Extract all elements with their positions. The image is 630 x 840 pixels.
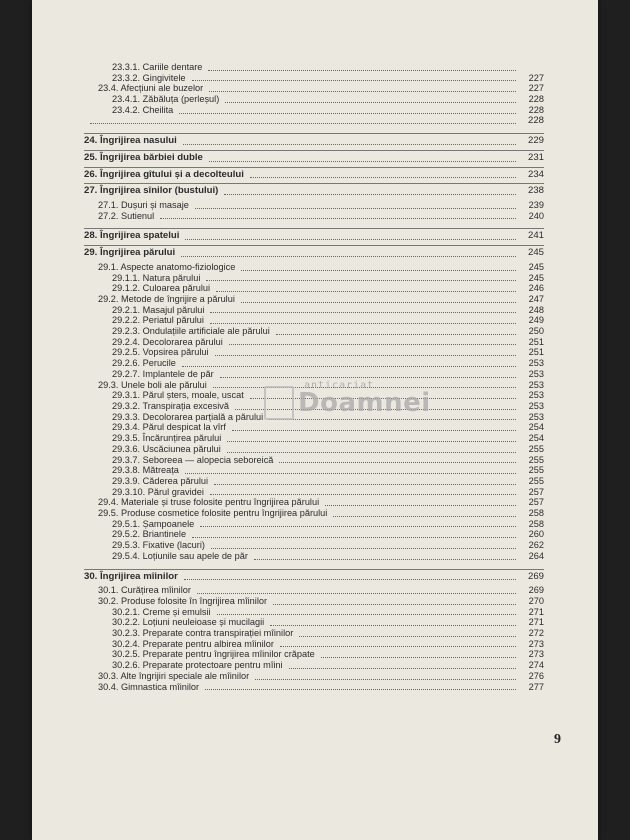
toc-entry-page: 262	[528, 540, 544, 551]
toc-entry-page: 269	[527, 570, 544, 582]
toc-entry-page: 274	[528, 660, 544, 671]
toc-entry-page: 254	[528, 433, 544, 444]
toc-entry-title: 29.5.3. Fixative (lacuri)	[112, 540, 205, 551]
toc-entry-page: 258	[528, 518, 544, 529]
toc-entry-title: 29.3.8. Mătreața	[112, 465, 179, 476]
dot-leader	[182, 366, 516, 367]
dot-leader	[220, 377, 516, 378]
dot-leader	[200, 526, 516, 527]
toc-entry	[84, 83, 544, 94]
toc-entry-page: 258	[528, 508, 544, 519]
toc-entry	[84, 305, 544, 316]
toc-entry	[84, 200, 544, 211]
toc-entry-title: 30.2. Produse folosite în îngrijirea mîinilor	[98, 595, 268, 606]
toc-entry	[84, 369, 544, 380]
toc-entry-title: 30.2.2. Loțiuni neuleioase și mucilagii	[112, 617, 265, 628]
toc-entry-title: 29.3.3. Decolorarea parțială a părului	[112, 411, 264, 422]
dot-leader	[232, 430, 516, 431]
toc-entry-page: 277	[528, 681, 544, 692]
toc-entry-title: 30.2.1. Creme și emulsii	[112, 606, 211, 617]
toc-entry-page: 251	[528, 336, 544, 347]
dot-leader	[241, 302, 516, 303]
dot-leader	[184, 579, 516, 580]
toc-entry	[84, 412, 544, 423]
toc-entry-title: 30.4. Gimnastica mîinilor	[98, 681, 200, 692]
toc-entry-page: 276	[528, 670, 544, 681]
dot-leader	[210, 312, 516, 313]
toc-entry-title: 23.4.2. Cheilita	[112, 104, 174, 115]
toc-entry-page: 228	[528, 94, 544, 105]
dot-leader	[235, 409, 516, 410]
toc-entry-page: 245	[528, 261, 544, 272]
toc-entry-page: 253	[528, 390, 544, 401]
toc-entry-title: 29.2. Metode de îngrijire a părului	[98, 293, 235, 304]
dot-leader	[195, 208, 516, 209]
toc-entry	[84, 358, 544, 369]
dot-leader	[208, 70, 516, 71]
toc-entry-title: 29.2.1. Masajul părului	[112, 304, 205, 315]
toc-entry	[84, 294, 544, 305]
toc-entry-title: 25. Îngrijirea bărbiei duble	[84, 151, 203, 163]
toc-entry	[84, 497, 544, 508]
toc-entry-title: 30.2.6. Preparate protectoare pentru mîini	[112, 660, 283, 671]
toc-entry-title: 27.1. Dușuri și masaje	[98, 200, 189, 211]
toc-entry-title: 29.4. Materiale și truse folosite pentru îngrijirea părului	[98, 497, 320, 508]
toc-entry-page: 245	[527, 247, 544, 259]
toc-entry	[84, 116, 544, 127]
dot-leader	[183, 144, 516, 145]
toc-entry-page: 257	[528, 497, 544, 508]
toc-entry-title: 30.2.5. Preparate pentru îngrijirea mîinilor crăpate	[112, 649, 315, 660]
dot-leader	[216, 291, 516, 292]
toc-entry	[84, 73, 544, 84]
toc-entry	[84, 105, 544, 116]
toc-entry-page: 255	[528, 465, 544, 476]
dot-leader	[185, 473, 516, 474]
dot-leader	[273, 604, 516, 605]
toc-entry-title: 29.2.5. Vopsirea părului	[112, 347, 209, 358]
toc-entry	[84, 585, 544, 596]
toc-entry-title: 29.3.6. Uscăciunea părului	[112, 443, 221, 454]
toc-entry	[84, 649, 544, 660]
dot-leader	[179, 113, 516, 114]
toc-entry-title: 23.4.1. Zăbăluța (perleșul)	[112, 94, 220, 105]
dot-leader	[289, 668, 516, 669]
toc-entry-page: 227	[528, 72, 544, 83]
toc-chapter-entry	[84, 133, 544, 147]
dot-leader	[185, 239, 516, 240]
toc-entry	[84, 390, 544, 401]
dot-leader	[210, 494, 516, 495]
dot-leader	[269, 419, 516, 420]
toc-entry-title: 29.5.4. Loțiunile sau apele de păr	[112, 550, 248, 561]
toc-entry-page: 246	[528, 283, 544, 294]
toc-entry-title: 29.3.4. Părul despicat la vîrf	[112, 422, 226, 433]
toc-entry-page: 253	[528, 400, 544, 411]
toc-entry	[84, 617, 544, 628]
toc-entry	[84, 326, 544, 337]
toc-entry	[84, 476, 544, 487]
dot-leader	[280, 646, 516, 647]
toc-entry-title: 23.3.1. Cariile dentare	[112, 62, 203, 72]
dot-leader	[227, 452, 516, 453]
dot-leader	[211, 548, 516, 549]
toc-entry-title: 29.5. Produse cosmetice folosite pentru îngrijirea părului	[98, 508, 328, 519]
toc-entry-page: 250	[528, 326, 544, 337]
toc-entry-page: 253	[528, 411, 544, 422]
page-number: 9	[554, 732, 561, 747]
watermark-small-text: anticariat	[304, 380, 375, 391]
toc-entry	[84, 211, 544, 222]
toc-entry-page: 228	[527, 114, 544, 126]
toc-entry-title: 29.5.2. Briantinele	[112, 529, 187, 540]
toc-entry	[84, 283, 544, 294]
dot-leader	[209, 91, 516, 92]
toc-entry	[84, 596, 544, 607]
table-of-contents	[84, 62, 544, 692]
toc-entry-page: 271	[528, 606, 544, 617]
dot-leader	[250, 177, 516, 178]
toc-entry	[84, 540, 544, 551]
toc-entry-page: 253	[528, 379, 544, 390]
toc-entry	[84, 94, 544, 105]
toc-entry	[84, 444, 544, 455]
toc-chapter-entry	[84, 167, 544, 181]
toc-entry-page: 273	[528, 638, 544, 649]
toc-entry	[84, 347, 544, 358]
toc-entry-title: 23.3.2. Gingivitele	[112, 72, 186, 83]
toc-entry	[84, 682, 544, 693]
toc-entry	[84, 465, 544, 476]
toc-entry-page: 254	[528, 422, 544, 433]
toc-entry-title: 29.3. Unele boli ale părului	[98, 379, 207, 390]
dot-leader	[214, 484, 516, 485]
toc-entry-title: 27.2. Sutienul	[98, 210, 155, 221]
toc-entry-page: 248	[528, 304, 544, 315]
toc-chapter-entry	[84, 150, 544, 164]
dot-leader	[333, 516, 516, 517]
dot-leader	[270, 625, 516, 626]
dot-leader	[192, 537, 516, 538]
dot-leader	[215, 355, 516, 356]
toc-entry	[84, 529, 544, 540]
dot-leader	[227, 441, 516, 442]
dot-leader	[229, 344, 516, 345]
toc-entry-title: 24. Îngrijirea nasului	[84, 135, 177, 147]
toc-entry-page: 264	[528, 550, 544, 561]
toc-entry	[84, 337, 544, 348]
toc-entry-title: 29. Îngrijirea părului	[84, 247, 176, 259]
toc-entry	[84, 508, 544, 519]
toc-entry	[84, 551, 544, 562]
dot-leader	[254, 559, 516, 560]
dot-leader	[205, 689, 516, 690]
toc-entry-page: 228	[528, 104, 544, 115]
toc-entry-title: 29.1.1. Natura părului	[112, 272, 201, 283]
dot-leader	[279, 462, 516, 463]
toc-entry-page: 251	[528, 347, 544, 358]
toc-entry-page: 253	[528, 358, 544, 369]
toc-entry-title: 29.1.2. Culoarea părului	[112, 283, 211, 294]
dot-leader	[90, 123, 516, 124]
watermark-big-text: Doamnei	[298, 388, 431, 418]
dot-leader	[241, 270, 516, 271]
toc-entry-title: 29.2.7. Implantele de păr	[112, 368, 214, 379]
toc-entry	[84, 455, 544, 466]
dot-leader	[217, 614, 516, 615]
toc-entry-title: 29.3.7. Seboreea — alopecia seboreică	[112, 454, 274, 465]
dot-leader	[255, 679, 516, 680]
toc-entry-page: 271	[528, 617, 544, 628]
toc-entry-page: 260	[528, 529, 544, 540]
toc-entry	[84, 273, 544, 284]
toc-entry-page: 229	[527, 135, 544, 147]
toc-entry	[84, 401, 544, 412]
toc-entry	[84, 607, 544, 618]
dot-leader	[197, 593, 516, 594]
toc-entry-title: 29.2.3. Ondulațiile artificiale ale părului	[112, 326, 270, 337]
toc-entry-page: 255	[528, 475, 544, 486]
toc-entry-title: 30.3. Alte îngrijiri speciale ale mîinilor	[98, 670, 250, 681]
dot-leader	[299, 636, 516, 637]
toc-entry	[84, 487, 544, 498]
toc-entry-title: 29.2.4. Decolorarea părului	[112, 336, 223, 347]
toc-entry	[84, 62, 544, 73]
toc-entry-page: 241	[527, 230, 544, 242]
toc-entry-title: 30.2.4. Preparate pentru albirea mîinilor	[112, 638, 274, 649]
toc-entry-page: 227	[528, 83, 544, 94]
dot-leader	[321, 657, 516, 658]
toc-entry-title: 29.2.6. Perucile	[112, 358, 176, 369]
toc-chapter-entry	[84, 228, 544, 242]
dot-leader	[210, 323, 516, 324]
toc-entry	[84, 433, 544, 444]
toc-chapter-entry	[84, 569, 544, 583]
toc-entry-page: 239	[528, 200, 544, 211]
toc-entry-title: 23.4. Afecțiuni ale buzelor	[98, 83, 204, 94]
toc-entry-page: 270	[528, 595, 544, 606]
toc-entry	[84, 660, 544, 671]
toc-entry-title: 29.3.5. Încărunțirea părului	[112, 433, 222, 444]
toc-entry	[84, 422, 544, 433]
toc-entry-title: 30. Îngrijirea mîinilor	[84, 570, 178, 582]
toc-chapter-entry	[84, 245, 544, 259]
toc-chapter-entry	[84, 183, 544, 197]
toc-entry-page: 245	[528, 272, 544, 283]
toc-entry-page: 273	[528, 649, 544, 660]
book-page	[32, 0, 598, 840]
toc-entry-page: 255	[528, 454, 544, 465]
toc-entry-page: 247	[528, 293, 544, 304]
toc-entry-title: 29.1. Aspecte anatomo-fiziologice	[98, 261, 236, 272]
toc-entry-title: 30.2.3. Preparate contra transpirației mîinilor	[112, 628, 294, 639]
dot-leader	[250, 398, 516, 399]
toc-entry-title: 27. Îngrijirea sînilor (bustului)	[84, 185, 219, 197]
toc-entry-page: 240	[528, 210, 544, 221]
toc-entry-page: 255	[528, 443, 544, 454]
dot-leader	[192, 80, 516, 81]
toc-entry	[84, 262, 544, 273]
toc-entry-title: 29.5.1. Șampoanele	[112, 518, 195, 529]
dot-leader	[224, 194, 516, 195]
toc-entry-title: 30.1. Curățirea mîinilor	[98, 585, 191, 596]
toc-entry-page: 231	[527, 151, 544, 163]
toc-entry-page: 253	[528, 368, 544, 379]
toc-entry-page: 234	[527, 168, 544, 180]
toc-entry-title: 29.3.2. Transpirația excesivă	[112, 400, 229, 411]
toc-entry-page: 238	[527, 185, 544, 197]
toc-entry-page: 249	[528, 315, 544, 326]
toc-entry-title: 29.3.10. Părul gravidei	[112, 486, 204, 497]
dot-leader	[160, 218, 516, 219]
toc-entry-title: 29.3.1. Părul șters, moale, uscat	[112, 390, 244, 401]
dot-leader	[181, 256, 516, 257]
dot-leader	[209, 161, 516, 162]
toc-entry-title: 29.2.2. Periatul părului	[112, 315, 204, 326]
dot-leader	[213, 387, 516, 388]
toc-entry	[84, 639, 544, 650]
toc-entry	[84, 380, 544, 391]
toc-entry	[84, 671, 544, 682]
dot-leader	[225, 102, 516, 103]
toc-entry-title: 28. Îngrijirea spatelui	[84, 230, 180, 242]
dot-leader	[206, 280, 516, 281]
dot-leader	[325, 505, 516, 506]
dot-leader	[276, 334, 516, 335]
toc-entry-page: 257	[528, 486, 544, 497]
toc-entry-page: 272	[528, 628, 544, 639]
toc-entry-title: 29.3.9. Căderea părului	[112, 475, 209, 486]
toc-entry-title: 26. Îngrijirea gîtului și a decolteului	[84, 168, 244, 180]
toc-entry-page: 269	[528, 585, 544, 596]
toc-entry	[84, 628, 544, 639]
toc-entry	[84, 519, 544, 530]
toc-entry	[84, 315, 544, 326]
